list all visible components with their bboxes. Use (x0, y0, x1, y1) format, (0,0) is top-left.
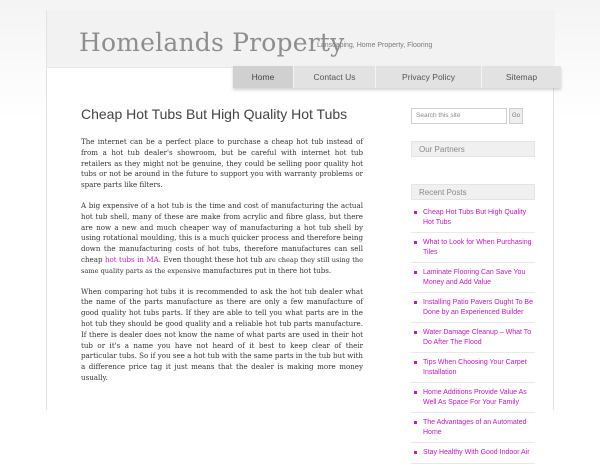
recent-post-link[interactable]: Laminate Flooring Can Save You Money and Add Value (411, 268, 535, 293)
widget-title-partners: Our Partners (411, 141, 535, 157)
main-content (81, 106, 363, 394)
search-button[interactable]: Go (509, 108, 523, 124)
post-paragraph-1: The internet can be a perfect place to purchase a cheap hot tub instead of from a hot tub dealer's showroom, but be careful with internet hot tub retailers as they might not be genuine, they could be selling poor quality hot tubs or not be around in the future to support you with warranty problems or spare parts like filters. (81, 137, 363, 190)
search-form (411, 108, 535, 124)
site-title[interactable]: Homelands Property (79, 28, 345, 57)
site-header (47, 10, 555, 68)
nav-contact-us[interactable]: Contact Us (293, 66, 375, 88)
recent-post-link[interactable]: Home Additions Provide Value As Well As Space For Your Family (411, 388, 535, 413)
recent-post-link[interactable]: The Advantages of an Automated Home (411, 418, 535, 443)
search-input[interactable]: Search this site (411, 108, 507, 124)
post-text-small: are cheap they still using the same quality parts as the expensive (81, 255, 364, 275)
post-body (81, 137, 363, 384)
nav-privacy-policy[interactable]: Privacy Policy (375, 66, 481, 88)
recent-post-link[interactable]: Cheap Hot Tubs But High Quality Hot Tubs (411, 208, 535, 233)
post-paragraph-3: When comparing hot tubs it is recommended to ask the hot tub dealer what the name of the parts manufacture as there are only a few manufacture of good quality hot tubs parts. If they are able to tell you what parts are in the hot tub they should be good quality and a reliable hot tub parts manufacture. If there is dealer does not know the name of what parts are used in their hot tub or it's a name you have not heard of it best to keep clear of their particular tubs. So if you see a hot tub with the same parts in the tub but with a difference price tag it just means that the dealer is making more money usually. (81, 286, 363, 382)
post-text: A big expensive of a hot tub is the time and cost of manufacturing the actual hot tub shell, many of these are make from acrylic and fibre glass, but there are now a new and much cheaper way of manufacturing a hot tub shell by using rotational moulding, this is a much quicker process and therefore being down the manufacturing costs of hot tubs, therefore manufactures can sell cheap (81, 200, 363, 264)
post-text: . Even thought these hot tub (158, 254, 265, 264)
recent-post-link[interactable]: What to Look for When Purchasing Tiles (411, 238, 535, 263)
nav-home[interactable]: Home (233, 66, 293, 88)
post-text: manufactures put in there hot tubs. (200, 265, 332, 275)
recent-post-link[interactable]: Tips When Choosing Your Carpet Installation (411, 358, 535, 383)
post-paragraph-2 (81, 201, 363, 277)
recent-post-link[interactable]: Installing Patio Pavers Ought To Be Done by an Experienced Builder (411, 298, 535, 323)
recent-post-link[interactable]: Stay Healthy With Good Indoor Air (411, 448, 535, 464)
recent-post-link[interactable]: Water Damage Cleanup – What To Do After The Flood (411, 328, 535, 353)
hot-tubs-link[interactable]: hot tubs in MA (104, 254, 159, 264)
page-wrapper (46, 10, 554, 456)
recent-posts-list (411, 208, 535, 469)
nav-sitemap[interactable]: Sitemap (481, 66, 561, 88)
site-tagline: Lanscaping, Home Property, Flooring (317, 42, 433, 49)
widget-title-recent-posts: Recent Posts (411, 184, 535, 200)
post-title[interactable]: Cheap Hot Tubs But High Quality Hot Tubs (81, 106, 348, 122)
main-nav (233, 66, 561, 88)
